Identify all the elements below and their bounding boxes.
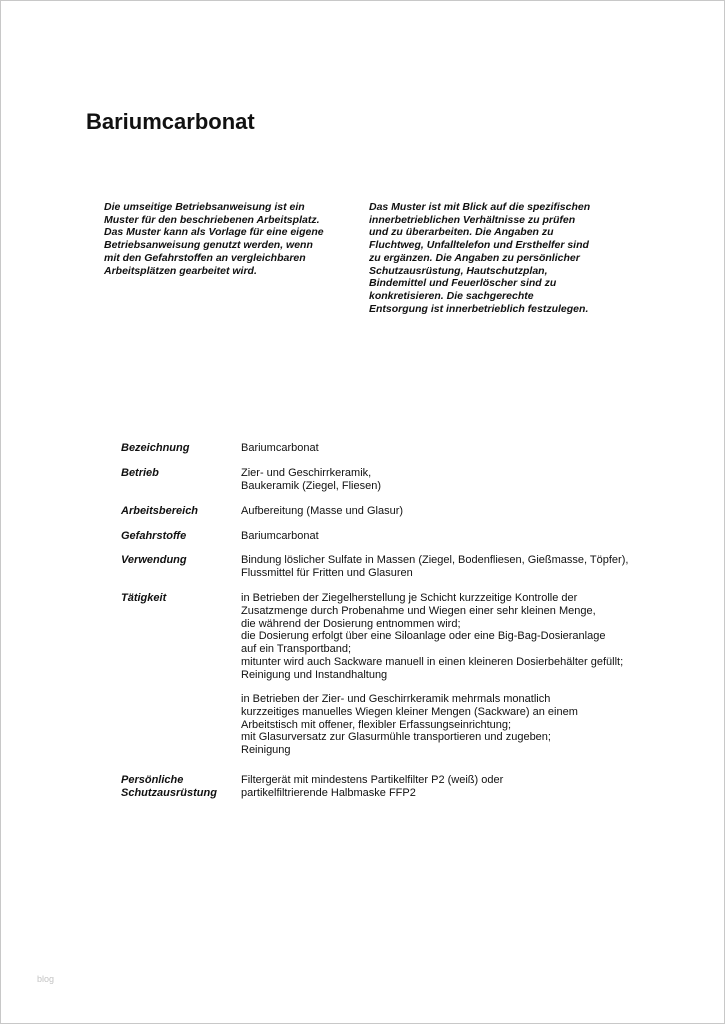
field-value-gefahrstoffe: Bariumcarbonat	[241, 530, 319, 542]
field-label-taetigkeit: Tätigkeit	[121, 592, 167, 604]
field-value-verwendung: Bindung löslicher Sulfate in Massen (Ziegel, Bodenfliesen, Gießmasse, Töpfer), Flussmittel für Fritten und Glasuren	[241, 554, 629, 579]
field-value-betrieb: Zier- und Geschirrkeramik, Baukeramik (Ziegel, Fliesen)	[241, 467, 381, 492]
field-label-verwendung: Verwendung	[121, 554, 187, 566]
intro-right-paragraph: Das Muster ist mit Blick auf die spezifischen innerbetrieblichen Verhältnisse zu prüfen und zu überarbeiten. Die Angaben zu Fluchtweg, Unfalltelefon und Ersthelfer sind zu ergänzen. Die Angaben zu persönlicher Schutzausrüstung, Hautschutzplan, Bindemittel und Feuerlöscher sind zu konkretisieren. Die sachgerechte Entsorgung ist innerbetrieblich festzulegen.	[369, 201, 591, 315]
field-label-bezeichnung: Bezeichnung	[121, 442, 190, 454]
field-label-gefahrstoffe: Gefahrstoffe	[121, 530, 187, 542]
page-title: Bariumcarbonat	[86, 109, 255, 134]
field-value-taetigkeit-2: in Betrieben der Zier- und Geschirrkeramik mehrmals monatlich kurzzeitiges manuelles Wiegen kleiner Mengen (Sackware) an einem Arbeitstisch mit offener, flexibler Erfassungseinrichtung; mit Glasurversatz zur Glasurmühle transportieren und zugeben; Reinigung	[241, 693, 578, 757]
field-label-psa: Persönliche Schutzausrüstung	[121, 774, 217, 799]
watermark: blog	[37, 974, 55, 984]
field-value-taetigkeit-1: in Betrieben der Ziegelherstellung je Schicht kurzzeitige Kontrolle der Zusatzmenge durch Probenahme und Wiegen einer sehr kleinen Menge, die während der Dosierung entnommen wird; die Dosierung erfolgt über eine Siloanlage oder eine Big-Bag-Dosieranlage auf ein Transportband; mitunter wird auch Sackware manuell in einen kleineren Dosierbehälter gefüllt; Reinigung und Instandhaltung	[241, 592, 624, 681]
intro-left-paragraph: Die umseitige Betriebsanweisung ist ein Muster für den beschriebenen Arbeitsplatz. Das Muster kann als Vorlage für eine eigene Betriebsanweisung genutzt werden, wenn mit den Gefahrstoffen an vergleichbaren Arbeitsplätzen gearbeitet wird.	[104, 201, 324, 277]
field-label-betrieb: Betrieb	[121, 467, 159, 479]
field-label-arbeitsbereich: Arbeitsbereich	[121, 505, 199, 517]
field-value-arbeitsbereich: Aufbereitung (Masse und Glasur)	[241, 505, 404, 517]
field-value-psa: Filtergerät mit mindestens Partikelfilter P2 (weiß) oder partikelfiltrierende Halbmaske FFP2	[241, 774, 504, 799]
field-value-bezeichnung: Bariumcarbonat	[241, 442, 319, 454]
